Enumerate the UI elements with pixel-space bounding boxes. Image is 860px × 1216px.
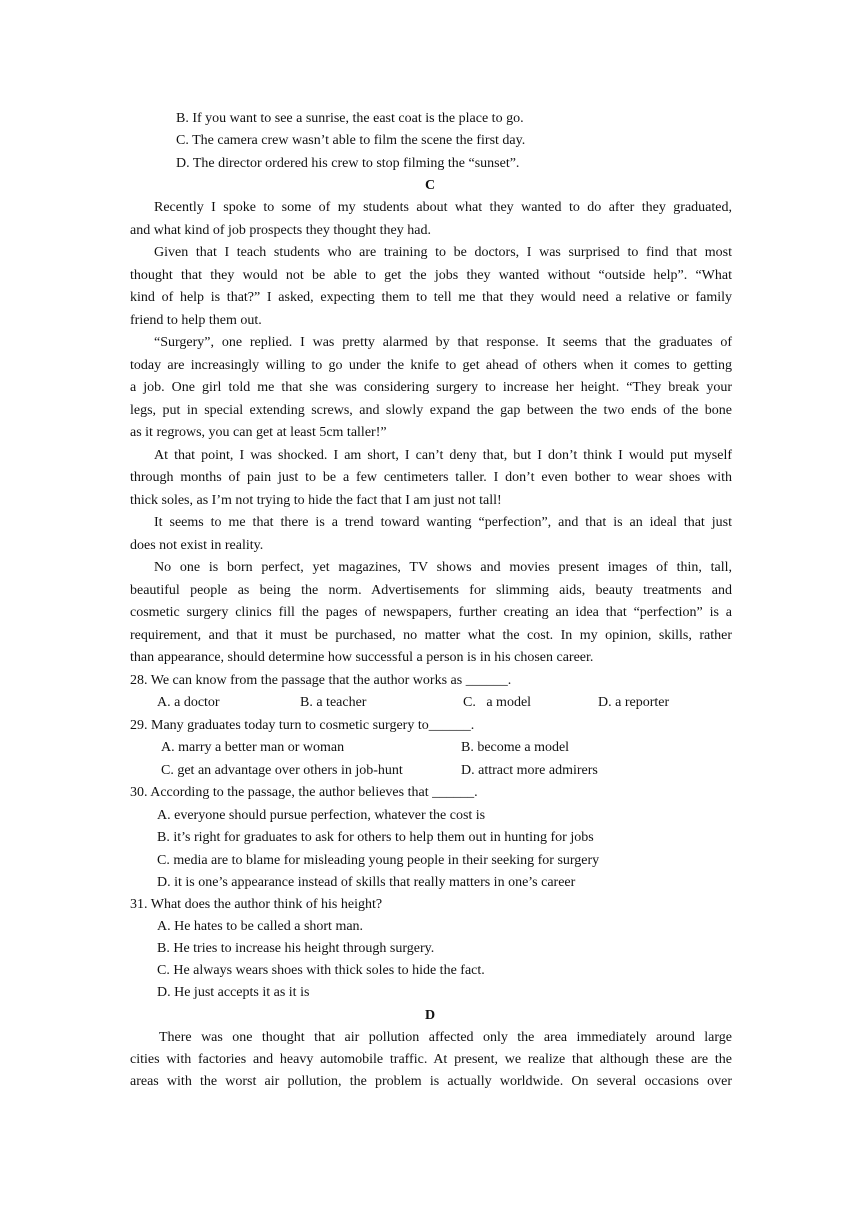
passage-c-line: beautiful people as being the norm. Advertisements for slimming aids, beauty treatments and bbox=[130, 583, 732, 598]
passage-c-line: Given that I teach students who are training to be doctors, I was surprised to find that most bbox=[154, 245, 732, 260]
section-d-heading: D bbox=[424, 1008, 436, 1023]
passage-d-line: There was one thought that air pollution affected only the area immediately around large bbox=[159, 1030, 732, 1045]
passage-d-line: areas with the worst air pollution, the problem is actually worldwide. On several occasions over bbox=[130, 1074, 732, 1089]
passage-c-line: today are increasingly willing to go under the knife to get ahead of others when it comes to getting bbox=[130, 358, 732, 373]
question-30-option-d: D. it is one’s appearance instead of skills that really matters in one’s career bbox=[157, 875, 576, 890]
passage-c-line: cosmetic surgery clinics fill the pages of newspapers, further creating an idea that “perfection” is a bbox=[130, 605, 732, 620]
question-29-option-a: A. marry a better man or woman bbox=[161, 740, 345, 755]
passage-c-line: requirement, and that it must be purchased, no matter what the cost. In my opinion, skills, rather bbox=[130, 628, 732, 643]
prev-option-b: B. If you want to see a sunrise, the east coat is the place to go. bbox=[176, 111, 524, 126]
section-c-heading: C bbox=[424, 178, 436, 193]
question-28-option-c: C. a model bbox=[463, 695, 532, 710]
prev-option-c: C. The camera crew wasn’t able to film the scene the first day. bbox=[176, 133, 526, 148]
passage-c-line: thought that they would not be able to get the jobs they wanted without “outside help”. “What bbox=[130, 268, 732, 283]
question-29-option-d: D. attract more admirers bbox=[461, 763, 598, 778]
question-31-stem: 31. What does the author think of his height? bbox=[130, 897, 383, 912]
question-30-option-c: C. media are to blame for misleading young people in their seeking for surgery bbox=[157, 853, 600, 868]
question-28-option-d: D. a reporter bbox=[598, 695, 670, 710]
question-28-option-b: B. a teacher bbox=[300, 695, 367, 710]
passage-d-line: cities with factories and heavy automobile traffic. At present, we realize that although these are the bbox=[130, 1052, 732, 1067]
passage-c-line: friend to help them out. bbox=[130, 313, 262, 328]
question-30-stem: 30. According to the passage, the author believes that ______. bbox=[130, 785, 478, 800]
passage-c-line: It seems to me that there is a trend toward wanting “perfection”, and that is an ideal that just bbox=[154, 515, 732, 530]
passage-c-line: No one is born perfect, yet magazines, TV shows and movies present images of thin, tall, bbox=[154, 560, 732, 575]
question-30-option-a: A. everyone should pursue perfection, whatever the cost is bbox=[157, 808, 486, 823]
question-29-stem: 29. Many graduates today turn to cosmetic surgery to______. bbox=[130, 718, 475, 733]
question-31-option-a: A. He hates to be called a short man. bbox=[157, 919, 364, 934]
question-31-option-d: D. He just accepts it as it is bbox=[157, 985, 310, 1000]
question-28-stem: 28. We can know from the passage that the author works as ______. bbox=[130, 673, 512, 688]
question-28-option-a: A. a doctor bbox=[157, 695, 220, 710]
passage-c-line: through months of pain just to be a few centimeters taller. I don’t even bother to wear shoes with bbox=[130, 470, 732, 485]
question-31-option-c: C. He always wears shoes with thick soles to hide the fact. bbox=[157, 963, 485, 978]
passage-c-line: Recently I spoke to some of my students about what they wanted to do after they graduated, bbox=[154, 200, 732, 215]
question-29-option-c: C. get an advantage over others in job-hunt bbox=[161, 763, 403, 778]
passage-c-line: a job. One girl told me that she was considering surgery to increase her height. “They break your bbox=[130, 380, 732, 395]
passage-c-line: as it regrows, you can get at least 5cm taller!” bbox=[130, 425, 387, 440]
passage-c-line: does not exist in reality. bbox=[130, 538, 264, 553]
passage-c-line: “Surgery”, one replied. I was pretty alarmed by that response. It seems that the graduates of bbox=[154, 335, 732, 350]
question-30-option-b: B. it’s right for graduates to ask for others to help them out in hunting for jobs bbox=[157, 830, 594, 845]
passage-c-line: At that point, I was shocked. I am short, I can’t deny that, but I don’t think I would put myself bbox=[154, 448, 732, 463]
question-31-option-b: B. He tries to increase his height through surgery. bbox=[157, 941, 435, 956]
question-29-option-b: B. become a model bbox=[461, 740, 570, 755]
prev-option-d: D. The director ordered his crew to stop filming the “sunset”. bbox=[176, 156, 520, 171]
passage-c-line: legs, put in special extending screws, and slowly expand the gap between the two ends of the bone bbox=[130, 403, 732, 418]
passage-c-line: kind of help is that?” I asked, expecting them to tell me that they would need a relative or family bbox=[130, 290, 732, 305]
passage-c-line: and what kind of job prospects they thought they had. bbox=[130, 223, 431, 238]
passage-c-line: thick soles, as I’m not trying to hide the fact that I am just not tall! bbox=[130, 493, 502, 508]
passage-c-line: than appearance, should determine how successful a person is in his chosen career. bbox=[130, 650, 594, 665]
